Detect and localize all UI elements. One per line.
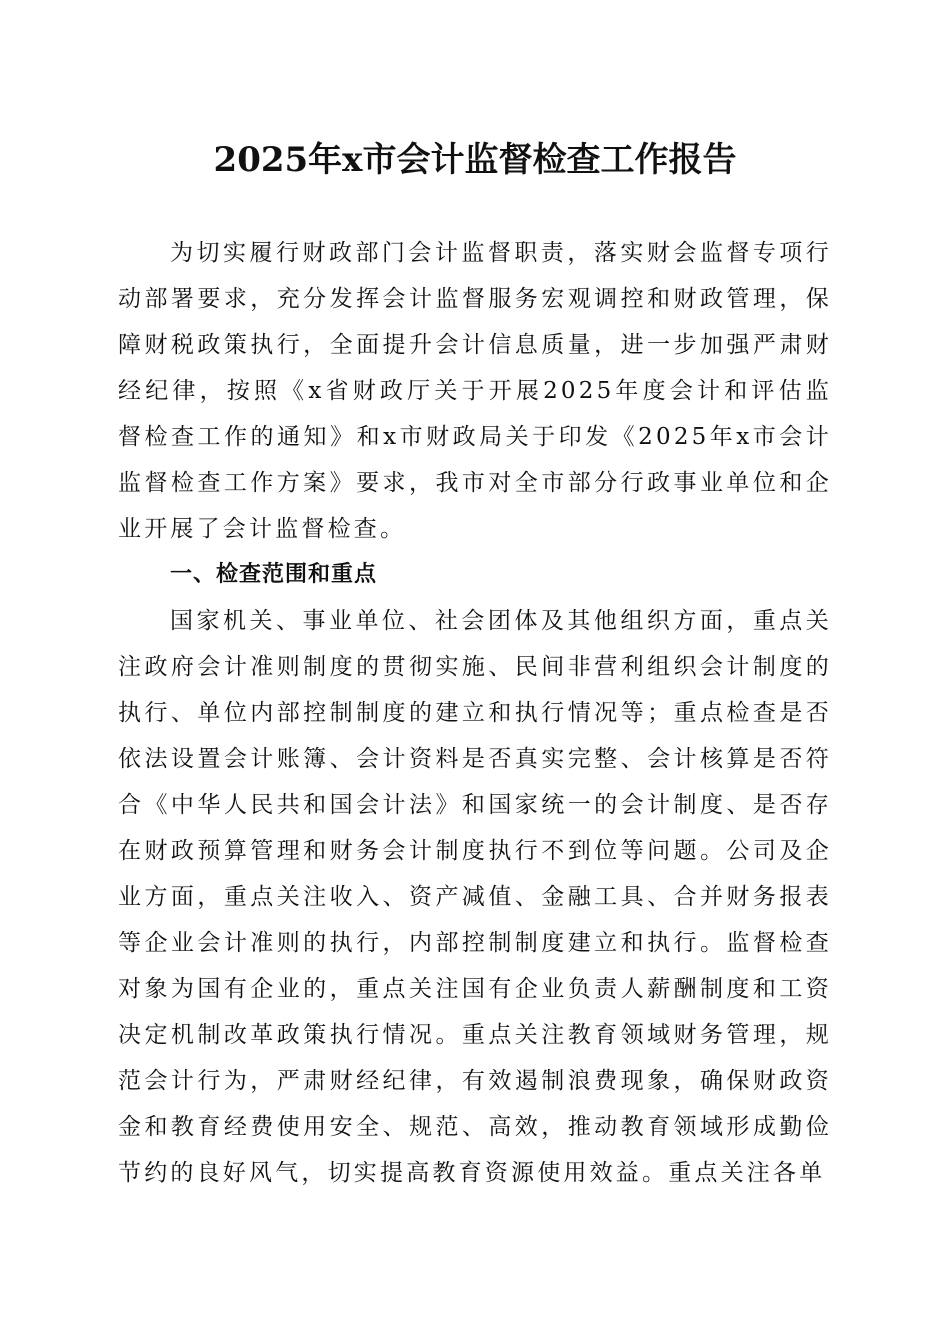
document-title: 2025年x市会计监督检查工作报告 <box>213 140 737 180</box>
section-paragraph-scope: 国家机关、事业单位、社会团体及其他组织方面，重点关注政府会计准则制度的贯彻实施、民间非营利组织会计制度的执行、单位内部控制制度的建立和执行情况等；重点检查是否依法设置会计账簿、会计资料是否真实完整、会计核算是否符合《中华人民共和国会计法》和国家统一的会计制度、是否存在财政预算管理和财务会计制度执行不到位等问题。公司及企业方面，重点关注收入、资产减值、金融工具、合并财务报表等企业会计准则的执行，内部控制制度建立和执行。监督检查对象为国有企业的，重点关注国有企业负责人薪酬制度和工资决定机制改革政策执行情况。重点关注教育领域财务管理，规范会计行为，严肃财经纪律，有效遏制浪费现象，确保财政资金和教育经费使用安全、规范、高效，推动教育领域形成勤俭节约的良好风气，切实提高教育资源使用效益。重点关注各单 <box>118 608 832 1186</box>
document-body <box>118 230 832 1196</box>
section-heading-scope: 一、检查范围和重点 <box>170 562 378 587</box>
intro-paragraph: 为切实履行财政部门会计监督职责，落实财会监督专项行动部署要求，充分发挥会计监督服务宏观调控和财政管理，保障财税政策执行，全面提升会计信息质量，进一步加强严肃财经纪律，按照《x省财政厅关于开展2025年度会计和评估监督检查工作的通知》和x市财政局关于印发《2025年x市会计监督检查工作方案》要求，我市对全市部分行政事业单位和企业开展了会计监督检查。 <box>118 240 832 542</box>
